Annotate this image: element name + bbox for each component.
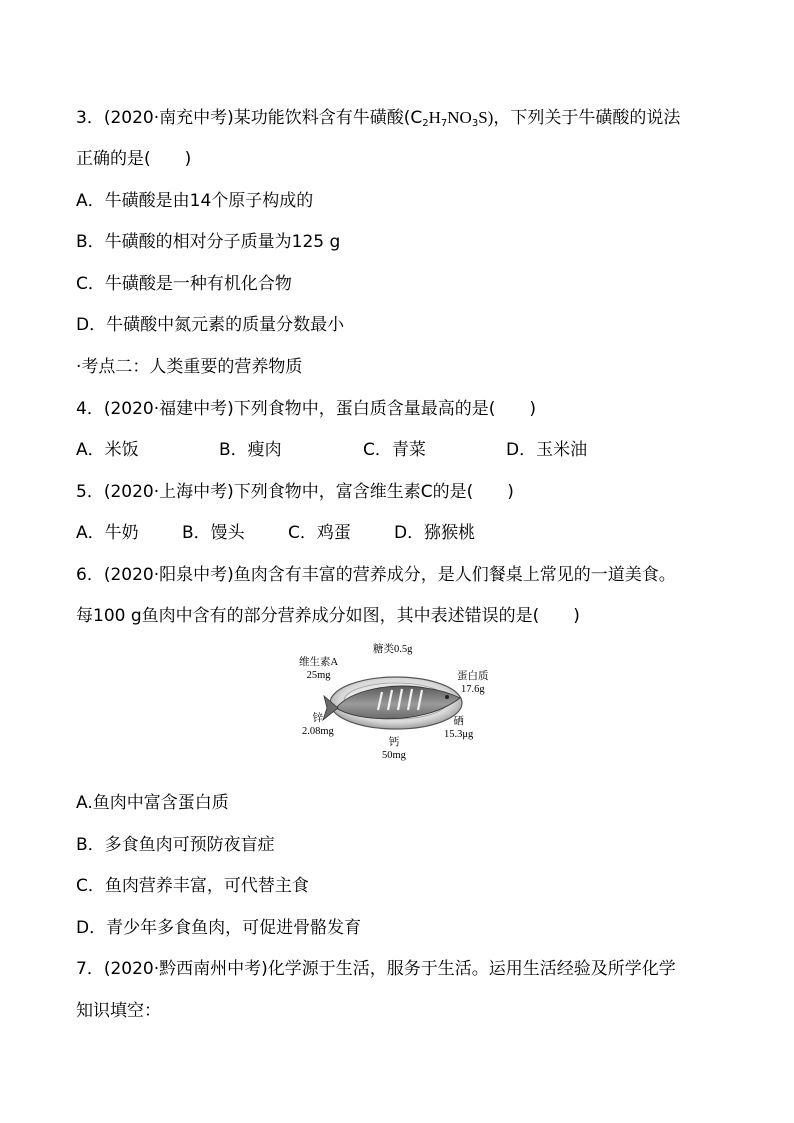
question-6-stem-line-1: 6．(2020·阳泉中考)鱼肉含有丰富的营养成分，是人们餐桌上常见的一道美食。 xyxy=(76,565,676,585)
zinc-name: 锌 xyxy=(312,713,324,724)
question-4-option-d: D．玉米油 xyxy=(506,440,588,460)
calcium-name: 钙 xyxy=(388,737,400,748)
label-calcium xyxy=(382,736,406,762)
calcium-value: 50mg xyxy=(382,750,406,761)
question-3-stem-line-2: 正确的是( ) xyxy=(76,149,192,169)
fish-eye xyxy=(445,695,449,699)
question-7-stem-line-1: 7．(2020·黔西南州中考)化学源于生活，服务于生活。运用生活经验及所学化学 xyxy=(76,959,676,979)
question-3-option-c: C．牛磺酸是一种有机化合物 xyxy=(76,274,292,294)
formula-s: S) xyxy=(478,108,494,127)
question-3-stem-suffix: ，下列关于牛磺酸的说法 xyxy=(493,108,681,128)
zinc-value: 2.08mg xyxy=(302,726,334,737)
label-protein xyxy=(457,670,489,696)
question-4-options xyxy=(76,438,587,462)
formula-subscript-h: 7 xyxy=(440,118,448,129)
vitamin-a-name: 维生素A xyxy=(299,657,339,668)
vitamin-a-value: 25mg xyxy=(306,670,331,681)
label-vitamin-a xyxy=(299,656,338,682)
question-5-stem: 5．(2020·上海中考)下列食物中，富含维生素C的是( ) xyxy=(76,482,514,502)
question-6-option-a: A.鱼肉中富含蛋白质 xyxy=(76,793,229,813)
question-6-option-d: D．青少年多食鱼肉，可促进骨骼发育 xyxy=(76,918,362,938)
question-6-stem-line-2: 每100 g鱼肉中含有的部分营养成分如图，其中表述错误的是( ) xyxy=(76,606,580,626)
question-3-stem-prefix: 3．(2020·南充中考)某功能饮料含有牛磺酸(C xyxy=(76,108,423,128)
question-3-option-b: B．牛磺酸的相对分子质量为125 g xyxy=(76,232,341,252)
selenium-name: 硒 xyxy=(453,716,464,727)
question-5-option-d: D．猕猴桃 xyxy=(394,523,476,543)
question-6-option-c: C．鱼肉营养丰富，可代替主食 xyxy=(76,876,309,896)
question-3-option-d: D．牛磺酸中氮元素的质量分数最小 xyxy=(76,315,345,335)
formula-subscript-o: 3 xyxy=(471,118,479,129)
question-6-option-b: B．多食鱼肉可预防夜盲症 xyxy=(76,835,275,855)
question-4-option-b: B．瘦肉 xyxy=(219,440,282,460)
formula-h: H xyxy=(428,108,441,127)
question-5-options xyxy=(76,521,475,545)
label-selenium xyxy=(444,715,473,741)
question-4-option-c: C．青菜 xyxy=(363,440,426,460)
fish-nutrition-figure xyxy=(296,638,492,766)
label-sugar: 糖类0.5g xyxy=(373,644,413,655)
selenium-value: 15.3μg xyxy=(444,729,474,740)
question-5-option-b: B．馒头 xyxy=(182,523,245,543)
question-5-option-a: A．牛奶 xyxy=(76,523,139,543)
protein-name: 蛋白质 xyxy=(457,671,489,682)
section-heading: ·考点二：人类重要的营养物质 xyxy=(76,357,303,377)
protein-value: 17.6g xyxy=(460,684,485,695)
question-4-option-a: A．米饭 xyxy=(76,440,139,460)
formula-subscript-c: 2 xyxy=(422,118,429,129)
question-3-option-a: A．牛磺酸是由14个原子构成的 xyxy=(76,191,314,211)
question-3-stem-line-1 xyxy=(76,106,680,130)
question-4-stem: 4．(2020·福建中考)下列食物中，蛋白质含量最高的是( ) xyxy=(76,399,537,419)
question-7-stem-line-2: 知识填空： xyxy=(76,1001,161,1021)
question-5-option-c: C．鸡蛋 xyxy=(288,523,351,543)
label-zinc xyxy=(302,712,334,738)
formula-no: NO xyxy=(447,108,472,127)
